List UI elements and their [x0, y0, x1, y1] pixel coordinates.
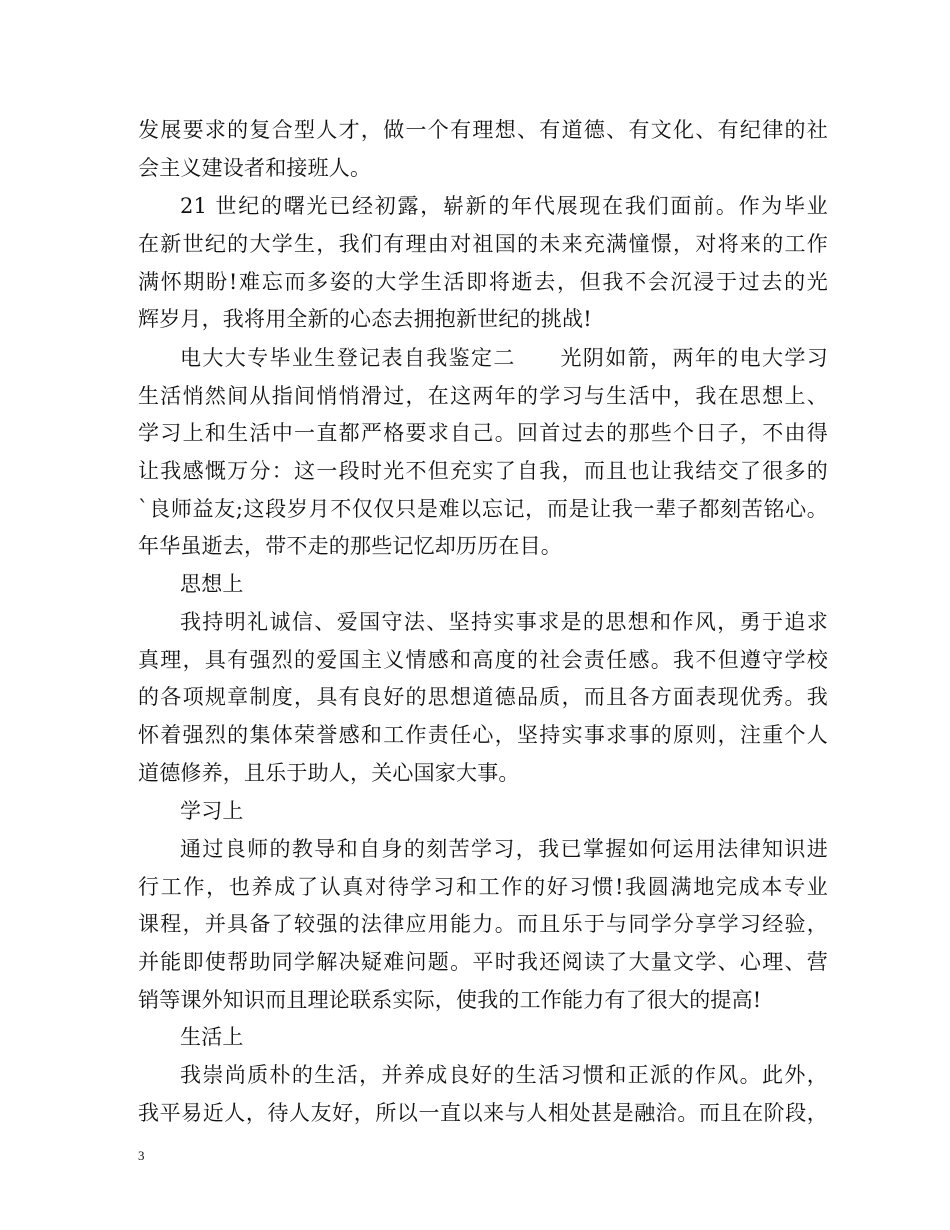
text-line: 年华虽逝去，带不走的那些记忆却历历在目。 — [138, 534, 562, 558]
text-line: `良师益友;这段岁月不仅仅只是难以忘记，而是让我一辈子都刻苦铭心。 — [138, 497, 828, 521]
text-line: 我崇尚质朴的生活，并养成良好的生活习惯和正派的作风。此外， — [180, 1063, 828, 1087]
page-number: 3 — [138, 1148, 145, 1163]
text-line: 通过良师的教导和自身的刻苦学习，我已掌握如何运用法律知识进 — [180, 837, 828, 861]
section-heading: 生活上 — [180, 1025, 244, 1049]
text-line: 行工作，也养成了认真对待学习和工作的好习惯!我圆满地完成本专业 — [138, 875, 828, 899]
text-line: 会主义建设者和接班人。 — [138, 156, 372, 180]
text-line: 让我感慨万分：这一段时光不但充实了自我，而且也让我结交了很多的 — [138, 459, 828, 483]
section-heading: 学习上 — [180, 799, 244, 823]
text-line: 销等课外知识而且理论联系实际，使我的工作能力有了很大的提高! — [138, 988, 762, 1012]
text-line: 道德修养，且乐于助人，关心国家大事。 — [138, 761, 520, 785]
text-line: 我平易近人，待人友好，所以一直以来与人相处甚是融洽。而且在阶段， — [138, 1101, 828, 1125]
text-line: 真理，具有强烈的爱国主义情感和高度的社会责任感。我不但遵守学校 — [138, 648, 828, 672]
text-line: 电大大专毕业生登记表自我鉴定二 光阴如箭，两年的电大学习 — [180, 346, 828, 370]
text-line: 满怀期盼!难忘而多姿的大学生活即将逝去，但我不会沉浸于过去的光 — [138, 270, 828, 294]
text-line: 发展要求的复合型人才，做一个有理想、有道德、有文化、有纪律的社 — [138, 118, 828, 142]
text-line: 并能即使帮助同学解决疑难问题。平时我还阅读了大量文学、心理、营 — [138, 950, 828, 974]
text-line: 的各项规章制度，具有良好的思想道德品质，而且各方面表现优秀。我 — [138, 685, 828, 709]
text-line: 怀着强烈的集体荣誉感和工作责任心，坚持实事求事的原则，注重个人 — [138, 723, 828, 747]
text-line: 辉岁月，我将用全新的心态去拥抱新世纪的挑战! — [138, 307, 592, 331]
text-line: 21 世纪的曙光已经初露，崭新的年代展现在我们面前。作为毕业 — [180, 194, 828, 218]
text-line: 课程，并具备了较强的法律应用能力。而且乐于与同学分享学习经验， — [138, 912, 828, 936]
text-line: 在新世纪的大学生，我们有理由对祖国的未来充满憧憬，对将来的工作 — [138, 232, 828, 256]
text-line: 学习上和生活中一直都严格要求自己。回首过去的那些个日子，不由得 — [138, 421, 828, 445]
text-line: 生活悄然间从指间悄悄滑过，在这两年的学习与生活中，我在思想上、 — [138, 384, 828, 408]
text-line: 我持明礼诚信、爱国守法、坚持实事求是的思想和作风，勇于追求 — [180, 610, 828, 634]
section-heading: 思想上 — [180, 572, 244, 596]
